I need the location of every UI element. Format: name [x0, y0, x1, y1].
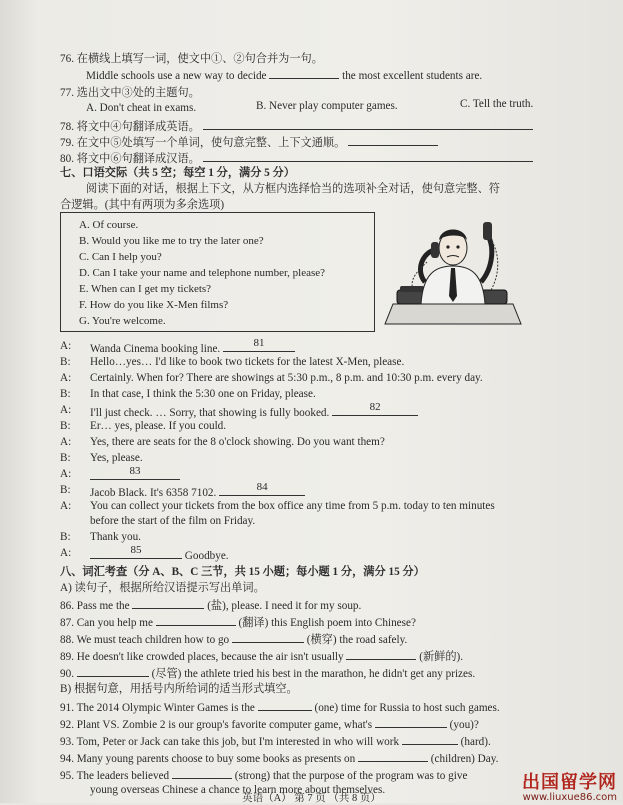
question-hint: (新鲜的). [419, 651, 464, 663]
option-d: D. Can I take your name and telephone number, please? [79, 267, 326, 279]
q76-sentence-b: the most excellent students are. [342, 70, 483, 82]
watermark-url: www.liuxue86.com [522, 792, 617, 803]
watermark-site: 出国留学网 [522, 772, 617, 793]
dialogue-text: Jacob Black. It's 6358 7102. [90, 487, 217, 499]
dialogue-speaker: B: [60, 531, 71, 543]
blank-84[interactable]: 84 [219, 484, 305, 496]
watermark-logo [522, 768, 617, 803]
q76-blank[interactable] [269, 67, 339, 79]
question-text: 92. Plant VS. Zombie 2 is our group's favorite computer game, what's [60, 719, 373, 731]
dialogue-speaker: B: [60, 356, 71, 368]
question-93 [60, 733, 491, 749]
option-e: E. When can I get my tickets? [79, 283, 212, 295]
answer-blank[interactable] [258, 699, 312, 711]
dialogue-line [90, 401, 418, 419]
section7-instruction-2: 合逻辑。(其中有两项为多余选项) [60, 199, 225, 211]
question-text: 95. The leaders believed [60, 770, 170, 782]
q77-opt-a: A. Don't cheat in exams. [86, 102, 197, 114]
dialogue-text: Goodbye. [184, 550, 229, 562]
answer-blank[interactable] [172, 767, 232, 779]
q77-opt-c: C. Tell the truth. [460, 98, 534, 110]
q78 [60, 118, 533, 134]
section7-instruction-1: 阅读下面的对话，根据上下文，从方框内选择恰当的选项补全对话，使句意完整、符 [86, 183, 500, 195]
option-f: F. How do you like X-Men films? [79, 299, 229, 311]
dialogue-speaker: A: [60, 372, 72, 384]
answer-blank[interactable] [358, 750, 428, 762]
section7-title: 七、口语交际（共 5 空；每空 1 分，满分 5 分） [60, 167, 295, 179]
dialogue-text: Thank you. [90, 531, 141, 543]
answer-blank[interactable] [156, 614, 236, 626]
question-text: 89. He doesn't like crowded places, because the air isn't usually [60, 651, 344, 663]
dialogue-text: You can collect your tickets from the box office any time from 5 p.m. today to ten minutes [90, 500, 495, 512]
dialogue-speaker: A: [60, 340, 72, 352]
dialogue-speaker: B: [60, 452, 71, 464]
question-hint: (strong) that the purpose of the program was to give [234, 770, 468, 782]
question-hint: (翻译) this English poem into Chinese? [238, 617, 416, 629]
dialogue-speaker: A: [60, 468, 72, 480]
question-text: 93. Tom, Peter or Jack can take this job, but I'm interested in who will work [60, 736, 400, 748]
dialogue-speaker: B: [60, 388, 71, 400]
dialogue-text: Hello…yes… I'd like to book two tickets for the latest X-Men, please. [90, 356, 405, 368]
answer-blank[interactable] [232, 631, 304, 643]
blank-83[interactable]: 83 [90, 468, 180, 480]
question-hint: (you)? [449, 719, 479, 731]
question-hint: (hard). [460, 736, 491, 748]
blank-82[interactable]: 82 [332, 404, 418, 416]
question-92 [60, 716, 479, 732]
question-91 [60, 699, 500, 715]
question-95-continuation: young overseas Chinese a chance to learn more about themselves. [90, 784, 386, 796]
answer-blank[interactable] [77, 665, 149, 677]
question-hint: (one) time for Russia to host such games. [314, 702, 500, 714]
question-90 [60, 665, 475, 681]
question-89 [60, 648, 463, 664]
answer-blank[interactable] [346, 648, 416, 660]
dialogue-text: In that case, I think the 5:30 one on Friday, please. [90, 388, 316, 400]
question-hint: (children) Day. [430, 753, 499, 765]
dialogue-text: Yes, there are seats for the 8 o'clock showing. Do you want them? [90, 436, 385, 448]
question-95 [60, 767, 467, 783]
question-hint: (尽管) the athlete tried his best in the marathon, he didn't get any prizes. [151, 668, 476, 680]
q80-text: 80. 将文中⑥句翻译成汉语。 [60, 153, 200, 165]
q78-blank[interactable] [203, 118, 533, 130]
question-87 [60, 614, 416, 630]
question-hint: (横穿) the road safely. [306, 634, 408, 646]
blank-85[interactable]: 85 [90, 547, 182, 559]
q76-sentence-a: Middle schools use a new way to decide [86, 70, 267, 82]
q76-stem: 76. 在横线上填写一词，使文中①、②句合并为一句。 [60, 53, 323, 65]
dialogue-text: Wanda Cinema booking line. [90, 343, 221, 355]
man-on-phones-illustration [383, 212, 523, 330]
dialogue-text: Yes, please. [90, 452, 143, 464]
q76-sentence [86, 67, 482, 83]
q78-text: 78. 将文中④句翻译成英语。 [60, 121, 200, 133]
option-a: A. Of course. [79, 219, 139, 231]
answer-blank[interactable] [132, 597, 204, 609]
dialogue-speaker: A: [60, 500, 72, 512]
blank-81[interactable]: 81 [223, 340, 295, 352]
question-88 [60, 631, 407, 647]
dialogue-line [90, 544, 229, 562]
dialogue-text: Certainly. When for? There are showings at 5:30 p.m., 8 p.m. and 10:30 p.m. every day. [90, 372, 483, 384]
section8-title: 八、词汇考查（分 A、B、C 三节，共 15 小题；每小题 1 分，满分 15 分） [60, 566, 425, 578]
question-86 [60, 597, 361, 613]
option-c: C. Can I help you? [79, 251, 162, 263]
option-g: G. You're welcome. [79, 315, 166, 327]
question-text: 87. Can you help me [60, 617, 153, 629]
q80 [60, 150, 533, 166]
dialogue-speaker: B: [60, 420, 71, 432]
q79-text: 79. 在文中⑤处填写一个单词，使句意完整、上下文通顺。 [60, 137, 346, 149]
dialogue-text: before the start of the film on Friday. [90, 515, 256, 527]
answer-blank[interactable] [375, 716, 447, 728]
dialogue-line [90, 337, 295, 355]
answer-blank[interactable] [402, 733, 458, 745]
question-hint: (盐), please. I need it for my soup. [207, 600, 362, 612]
question-text: 86. Pass me the [60, 600, 130, 612]
dialogue-speaker: B: [60, 484, 71, 496]
dialogue-speaker: A: [60, 547, 72, 559]
question-text: 88. We must teach children how to go [60, 634, 230, 646]
section8-part-a: A) 读句子，根据所给汉语提示写出单词。 [60, 582, 265, 594]
options-box [60, 212, 375, 332]
q79-blank[interactable] [348, 134, 438, 146]
q80-blank[interactable] [203, 150, 533, 162]
question-94 [60, 750, 498, 766]
page-footer: 英语（A） 第 7 页 （共 8 页） [242, 793, 381, 804]
dialogue-text: I'll just check. … Sorry, that showing is fully booked. [90, 407, 330, 419]
dialogue-text: Er… yes, please. If you could. [90, 420, 227, 432]
section8-part-b: B) 根据句意，用括号内所给词的适当形式填空。 [60, 683, 298, 695]
dialogue-line [90, 481, 305, 499]
q77-stem: 77. 选出文中③处的主题句。 [60, 87, 200, 99]
q77-opt-b: B. Never play computer games. [256, 100, 398, 112]
q79 [60, 134, 438, 150]
option-b: B. Would you like me to try the later one? [79, 235, 264, 247]
question-text: 90. [60, 668, 74, 680]
question-text: 94. Many young parents choose to buy some books as presents on [60, 753, 356, 765]
question-text: 91. The 2014 Olympic Winter Games is the [60, 702, 255, 714]
dialogue-line [90, 465, 180, 483]
dialogue-speaker: A: [60, 436, 72, 448]
dialogue-speaker: A: [60, 404, 72, 416]
